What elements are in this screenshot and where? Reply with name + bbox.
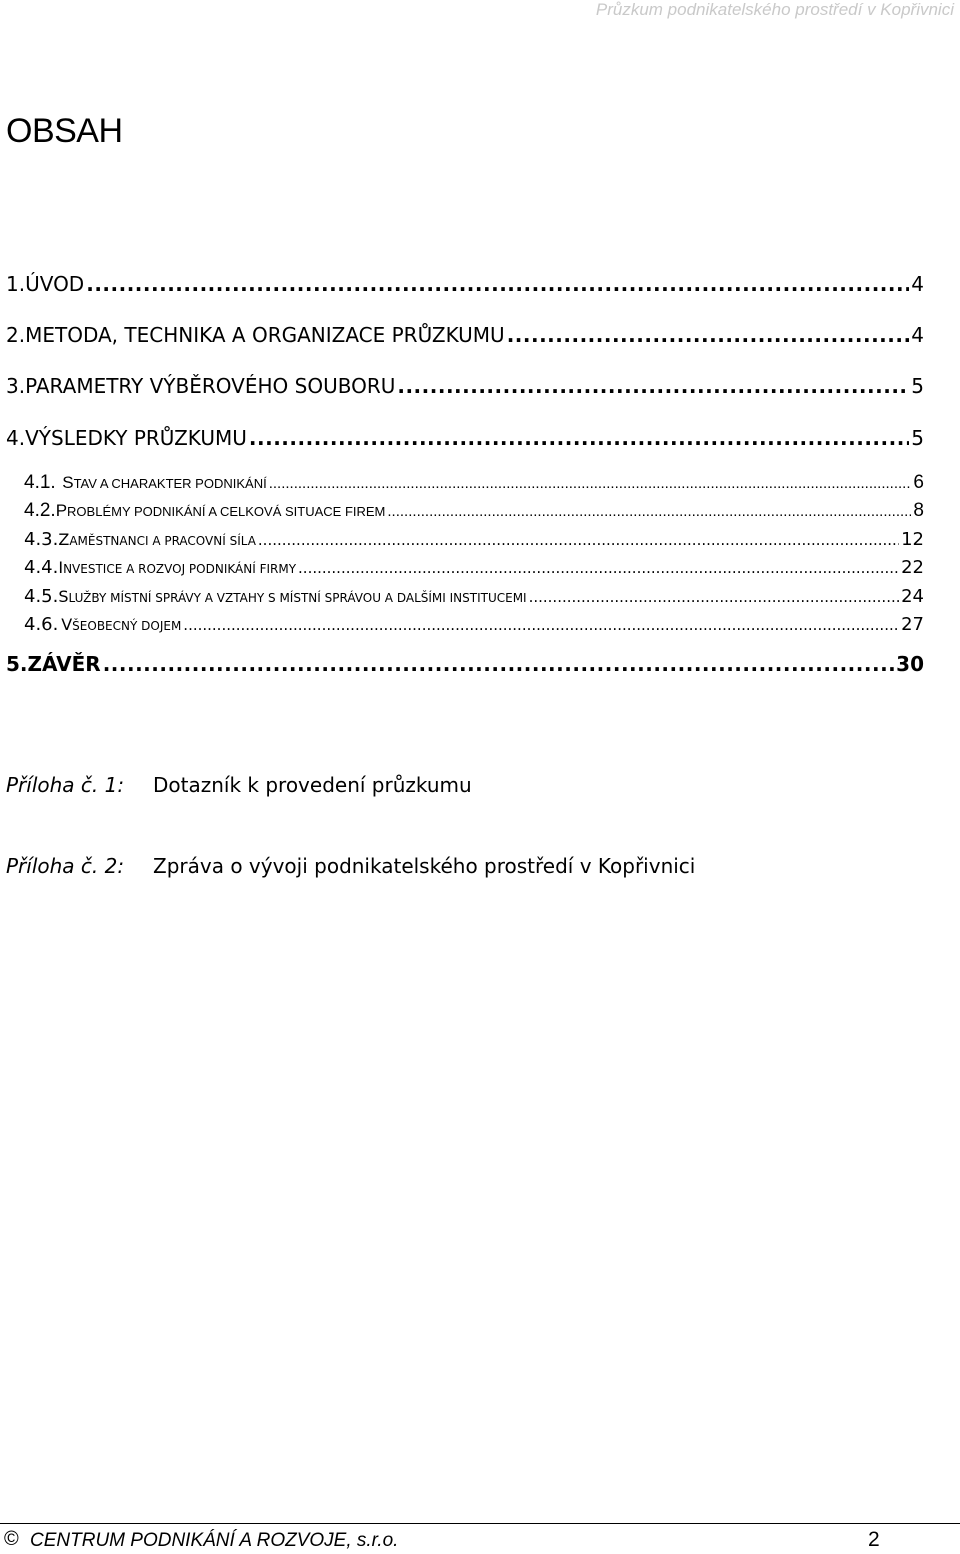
toc-entry-rest: ŠEOBECNÝ DOJEM	[72, 619, 182, 633]
toc-entry-initial: V	[61, 615, 73, 634]
toc-entry-page: 12	[901, 529, 924, 550]
toc-entry-4-6[interactable]	[24, 614, 924, 635]
appendix-2	[6, 854, 695, 878]
toc-entry-rest: AMĚSTNANCI A PRACOVNÍ SÍLA	[69, 534, 256, 548]
toc-entry-text	[58, 587, 526, 606]
appendix-text: Zpráva o vývoji podnikatelského prostředí v Kopřivnici	[153, 854, 696, 878]
page-number: 2	[868, 1528, 880, 1551]
dot-leader	[269, 475, 912, 492]
dot-leader	[258, 531, 899, 549]
toc-title: OBSAH	[6, 112, 123, 150]
appendix-text: Dotazník k provedení průzkumu	[153, 773, 472, 797]
toc-entry-text: ZÁVĚR	[27, 652, 101, 676]
toc-entry-rest: TAV A CHARAKTER PODNIKÁNÍ	[73, 476, 267, 491]
dot-leader	[183, 616, 899, 634]
toc-entry-3[interactable]	[6, 374, 924, 398]
toc-entry-rest: NVESTICE A ROZVOJ PODNIKÁNÍ FIRMY	[63, 562, 297, 576]
toc-entry-5[interactable]	[6, 652, 924, 676]
toc-entry-number: 4.3.	[24, 529, 59, 550]
toc-entry-page: 24	[901, 586, 924, 607]
toc-entry-4-3[interactable]	[24, 529, 924, 550]
dot-leader	[397, 374, 909, 398]
toc-entry-text: METODA, TECHNIKA A ORGANIZACE PRŮZKUMU	[25, 323, 505, 347]
toc-entry-rest: LUŽBY MÍSTNÍ SPRÁVY A VZTAHY S MÍSTNÍ SPRÁVOU A DALŠÍMI INSTITUCEMI	[68, 591, 527, 605]
appendix-label: Příloha č. 2:	[6, 854, 125, 878]
toc-entry-text	[58, 558, 296, 577]
dot-leader	[249, 426, 909, 450]
toc-entry-4-5[interactable]	[24, 586, 924, 607]
toc-entry-page: 8	[913, 500, 924, 521]
toc-entry-2[interactable]	[6, 323, 924, 347]
toc-entry-text: ÚVOD	[25, 272, 85, 296]
toc-entry-4-1[interactable]	[24, 472, 924, 494]
dot-leader	[529, 588, 900, 606]
toc-entry-text	[58, 530, 256, 549]
toc-entry-page: 27	[901, 614, 924, 635]
toc-entry-page: 22	[901, 557, 924, 578]
appendix-label: Příloha č. 1:	[6, 773, 125, 797]
toc-entry-number: 4.1.	[24, 472, 56, 493]
page-footer	[0, 1523, 960, 1554]
dot-leader	[387, 503, 911, 520]
dot-leader	[298, 559, 899, 577]
running-header: Průzkum podnikatelského prostředí v Kopřivnici	[595, 0, 954, 19]
toc-entry-text	[61, 615, 181, 634]
appendix-1	[6, 773, 472, 797]
toc-entry-text	[56, 501, 386, 521]
toc-entry-number: 4.2.	[24, 500, 56, 521]
toc-entry-number: 4.6.	[24, 614, 59, 635]
toc-entry-number: 5.	[6, 652, 28, 676]
toc-entry-number: 1.	[6, 272, 26, 296]
copyright-icon: ©	[4, 1528, 19, 1550]
toc-entry-text: VÝSLEDKY PRŮZKUMU	[25, 426, 247, 450]
toc-entry-4-4[interactable]	[24, 557, 924, 578]
toc-entry-page: 6	[913, 472, 924, 493]
dot-leader	[103, 652, 894, 676]
toc-entry-4-2[interactable]	[24, 500, 924, 522]
toc-entry-page: 4	[911, 272, 924, 296]
toc-entry-4[interactable]	[6, 426, 924, 450]
toc-entry-number: 4.5.	[24, 586, 59, 607]
toc-entry-initial: P	[55, 501, 68, 520]
footer-organization: CENTRUM PODNIKÁNÍ A ROZVOJE, s.r.o.	[30, 1530, 399, 1551]
toc-entry-number: 4.	[6, 426, 26, 450]
toc-entry-text	[62, 473, 266, 493]
toc-entry-page: 4	[911, 323, 924, 347]
toc-entry-1[interactable]	[6, 272, 924, 296]
toc-entry-number: 4.4.	[24, 557, 59, 578]
dot-leader	[507, 323, 910, 347]
toc-entry-rest: ROBLÉMY PODNIKÁNÍ A CELKOVÁ SITUACE FIREM	[67, 504, 386, 519]
toc-entry-page: 5	[911, 426, 924, 450]
toc-entry-page: 5	[911, 374, 924, 398]
toc-entry-initial: S	[62, 473, 74, 492]
toc-entry-initial: Z	[58, 530, 70, 549]
toc-entry-number: 2.	[6, 323, 26, 347]
toc-entry-initial: I	[58, 558, 64, 577]
toc-entry-text: PARAMETRY VÝBĚROVÉHO SOUBORU	[25, 374, 396, 398]
dot-leader	[86, 272, 909, 296]
toc-entry-number: 3.	[6, 374, 26, 398]
toc-entry-initial: S	[58, 587, 69, 606]
toc-entry-page: 30	[896, 652, 924, 676]
